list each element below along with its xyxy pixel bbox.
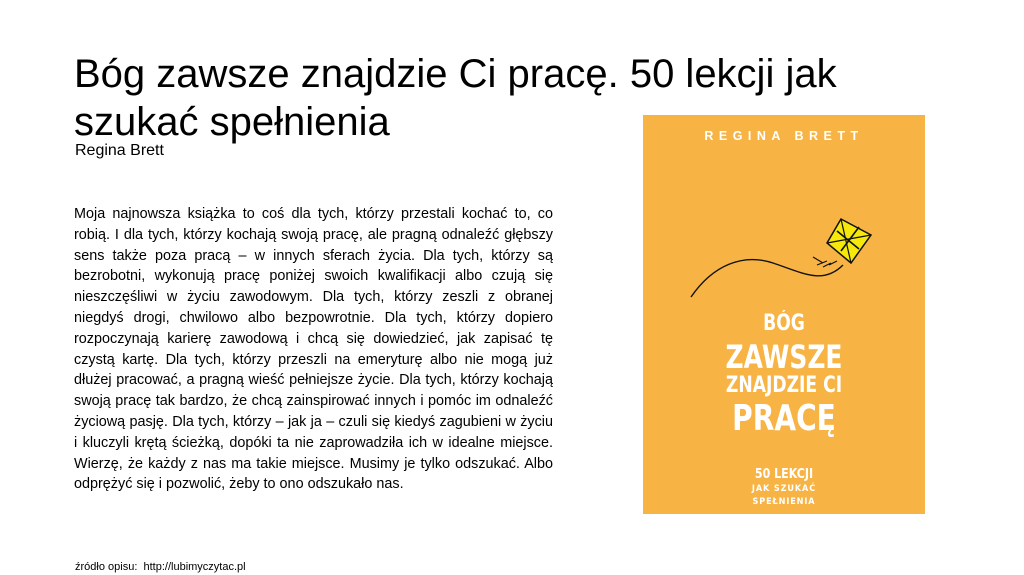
book-description: Moja najnowsza książka to coś dla tych, którzy przestali kochać to, co robią. I dla tych, którzy kochają swoją pracę, ale pragną odnaleźć głębszy sens także poza pracą – w innych sferach życia. Dla tych, którzy są bezrobotni, wykonują pracę poniżej swoich kwalifikacji albo czują się nieszczęśliwi w życiu zawodowym. Dla tych, którzy zeszli z obranej niegdyś drogi, chwilowo albo bezpowrotnie. Dla tych, którzy dopiero rozpoczynają karierę zawodową i chcą się dowiedzieć, jak zapisać tę czystą kartę. Dla tych, którzy przeszli na emeryturę albo nie mogą już dłużej pracować, a pragną wieść pełniejsze życie. Dla tych, którzy kochają swoją pracę tak bardzo, że chcą zainspirować innych i pomóc im odnaleźć życiową pasję. Dla tych, którzy – jak ja – czuli się kiedyś zagubieni w życiu i kluczyli krętą ścieżką, dopóki ta nie zaprowadziła ich w idealne miejsce. Wierzę, że każdy z nas ma takie miejsce. Musimy je tylko odszukać. Albo odprężyć się i pozwolić, żeby to ono odszukało nas.: [74, 206, 553, 493]
book-cover: [643, 115, 925, 514]
cover-title-line-3: ZNAJDZIE CI: [725, 373, 843, 398]
cover-subtitle-line-3: SPEŁNIENIA: [752, 497, 816, 507]
kite-icon: [683, 205, 883, 315]
cover-title-line-2: ZAWSZE: [725, 338, 843, 376]
cover-title-line-4: PRACĘ: [732, 398, 836, 439]
cover-subtitle-line-1: 50 LEKCJI: [754, 467, 814, 482]
cover-author: REGINA BRETT: [704, 129, 864, 143]
source-url[interactable]: http://lubimyczytac.pl: [143, 561, 246, 573]
source-label: źródło opisu:: [75, 561, 138, 573]
book-title: Bóg zawsze znajdzie Ci pracę. 50 lekcji jak szukać spełnienia: [74, 52, 837, 144]
book-author: Regina Brett: [75, 142, 164, 159]
cover-subtitle-line-2: JAK SZUKAĆ: [751, 484, 817, 494]
cover-title-line-1: BÓG: [763, 311, 805, 336]
source-note: [75, 561, 246, 574]
